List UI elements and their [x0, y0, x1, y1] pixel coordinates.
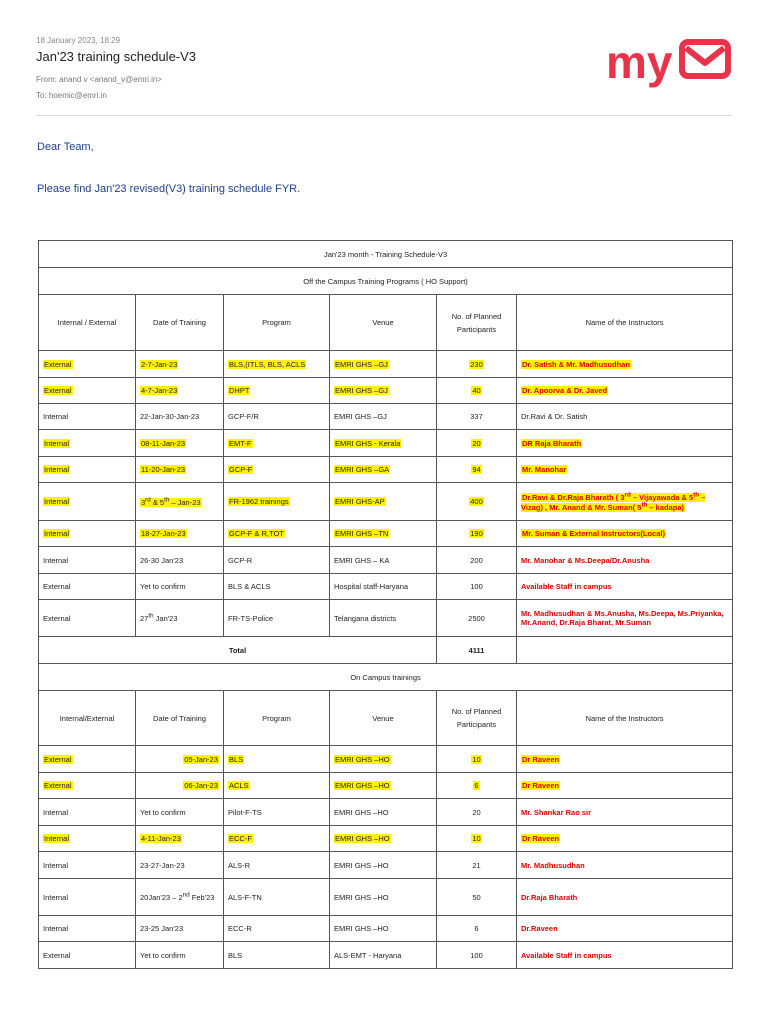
- date-text: [140, 893, 214, 902]
- venue-text: EMRI GHS –HO: [335, 834, 390, 843]
- type-text: External: [44, 359, 72, 369]
- date-text: 23-27-Jan-23: [140, 860, 185, 870]
- participants-cell: [437, 547, 517, 574]
- venue-text: EMRI GHS –GJ: [335, 386, 388, 395]
- section-off-campus-row-text: Off the Campus Training Programs ( HO Support): [303, 276, 468, 286]
- program-text: FR-TS-Police: [228, 613, 274, 623]
- instructors-cell: [517, 378, 733, 404]
- participants-text: 10: [472, 754, 481, 764]
- venue-cell: [330, 942, 437, 969]
- venue-text: EMRI GHS –GJ: [334, 412, 387, 421]
- date-sup: th: [148, 612, 154, 620]
- column-header: Date of Training: [136, 295, 224, 351]
- participants-text: 20: [472, 807, 481, 817]
- program-text: FR-1962 trainings: [229, 497, 289, 506]
- venue-text: EMRI GHS –TN: [335, 529, 389, 538]
- instructors-part: Dr.Ravi & Dr.Raja Bharath ( 3: [522, 492, 625, 502]
- program-text: GCP-F: [229, 465, 253, 474]
- venue-cell: [330, 600, 437, 637]
- instructors-text: Dr Raveen: [522, 781, 560, 790]
- instructors-text: Dr Raveen: [522, 834, 560, 843]
- instructors-cell: [517, 942, 733, 969]
- date-part: 20Jan'23 – 2: [140, 893, 183, 903]
- participants-text: 200: [470, 555, 483, 565]
- date-cell: [136, 457, 224, 483]
- participants-text: 2500: [468, 613, 485, 623]
- instructors-cell: [517, 826, 733, 852]
- type-cell: [39, 916, 136, 942]
- venue-text: EMRI GHS –GA: [335, 465, 390, 474]
- type-cell: [39, 547, 136, 574]
- type-text: Internal: [44, 834, 70, 843]
- table-row: [39, 942, 733, 969]
- type-cell: [39, 852, 136, 879]
- email-subject: Jan'23 training schedule-V3: [36, 49, 197, 64]
- instructors-text: Dr. Satish & Mr. Madhusudhan: [522, 359, 630, 369]
- date-part: 3: [141, 497, 146, 507]
- instructors-cell: [517, 773, 733, 799]
- type-text: Internal: [43, 807, 69, 817]
- table-row: [39, 483, 733, 521]
- instructors-text: Mr. Manohar & Ms.Deepa/Dr.Anusha: [521, 555, 650, 565]
- date-text: [140, 498, 202, 507]
- table-row: [39, 574, 733, 600]
- date-cell: [136, 916, 224, 942]
- date-text: Yet to confirm: [140, 582, 186, 591]
- venue-cell: [330, 457, 437, 483]
- program-text: BLS & ACLS: [228, 582, 271, 591]
- total-value-cell: [437, 637, 517, 664]
- envelope-icon: [682, 42, 728, 76]
- date-text: 2-7-Jan-23: [141, 359, 178, 369]
- date-cell: [136, 574, 224, 600]
- instructors-cell: [517, 457, 733, 483]
- section-on-campus-row: [39, 664, 733, 691]
- instructors-text: Mr. Shankar Rao sir: [521, 807, 592, 817]
- table-row: [39, 773, 733, 799]
- instructors-part: – Vijayawada & 5: [630, 492, 694, 502]
- column-header: Venue: [330, 691, 437, 746]
- participants-text: 20: [472, 438, 481, 448]
- program-text: BLS: [228, 950, 243, 960]
- program-text: ECC-F: [229, 834, 252, 843]
- intro-text: Please find Jan'23 revised(V3) training schedule FYR.: [37, 183, 301, 195]
- venue-cell: [330, 916, 437, 942]
- table-row: [39, 430, 733, 457]
- date-part: & 5: [150, 497, 165, 507]
- training-schedule-table: [38, 240, 733, 969]
- participants-cell: [437, 521, 517, 547]
- instructors-text: DR Raja Bharath: [522, 438, 582, 448]
- venue-text: EMRI GHS-AP: [335, 497, 385, 506]
- table-row: [39, 351, 733, 378]
- participants-cell: [437, 457, 517, 483]
- type-cell: [39, 404, 136, 430]
- participants-cell: [437, 600, 517, 637]
- venue-text: EMRI GHS – KA: [334, 555, 390, 565]
- type-text: External: [43, 613, 71, 623]
- participants-cell: [437, 852, 517, 879]
- type-cell: [39, 773, 136, 799]
- table-row: [39, 799, 733, 826]
- program-cell: [224, 879, 330, 916]
- participants-cell: [437, 826, 517, 852]
- program-cell: [224, 483, 330, 521]
- type-cell: [39, 351, 136, 378]
- type-text: External: [44, 386, 72, 395]
- email-from[interactable]: From: anand v <anand_v@emri.in>: [36, 75, 162, 84]
- participants-cell: [437, 378, 517, 404]
- participants-cell: [437, 942, 517, 969]
- date-text: Yet to confirm: [140, 807, 186, 817]
- instructors-text: Dr. Apoorva & Dr. Javed: [522, 386, 608, 395]
- date-text: 08-11-Jan-23: [141, 438, 186, 448]
- venue-cell: [330, 351, 437, 378]
- venue-cell: [330, 547, 437, 574]
- instructors-cell: [517, 483, 733, 521]
- venue-text: EMRI GHS –HO: [335, 781, 390, 790]
- total-label: Total: [228, 645, 247, 655]
- program-cell: [224, 746, 330, 773]
- program-text: ALS-F-TN: [228, 892, 262, 902]
- venue-text: EMRI GHS - Kerala: [335, 438, 401, 448]
- type-text: Internal: [44, 438, 70, 448]
- instructors-cell: [517, 351, 733, 378]
- instructors-cell: [517, 404, 733, 430]
- column-header: Internal/External: [39, 691, 136, 746]
- instructors-cell: [517, 799, 733, 826]
- table-row: [39, 879, 733, 916]
- table-title-row-text: Jan'23 month - Training Schedule-V3: [323, 249, 448, 259]
- type-text: External: [43, 582, 71, 591]
- date-cell: [136, 404, 224, 430]
- date-text: 26-30 Jan'23: [140, 555, 184, 565]
- instructors-text: Dr.Raja Bharath: [521, 892, 578, 902]
- column-header: Name of the Instructors: [517, 691, 733, 746]
- instructors-text: Available Staff in campus: [521, 582, 612, 591]
- column-header: Venue: [330, 295, 437, 351]
- venue-text: Telangana districts: [334, 613, 397, 623]
- header-row-on-campus: [39, 691, 733, 746]
- date-text: 4-7-Jan-23: [141, 386, 178, 395]
- date-cell: [136, 879, 224, 916]
- program-cell: [224, 378, 330, 404]
- total-label-cell: [39, 637, 437, 664]
- participants-text: 230: [470, 359, 483, 369]
- my-logo: [606, 38, 732, 88]
- type-text: External: [43, 950, 71, 960]
- table-row: [39, 378, 733, 404]
- instructors-text: Mr. Suman & External Instructors(Local): [522, 529, 665, 538]
- participants-text: 94: [472, 465, 481, 474]
- program-text: DHPT: [229, 386, 250, 395]
- type-cell: [39, 799, 136, 826]
- type-cell: [39, 378, 136, 404]
- date-sup: rd: [145, 496, 151, 504]
- type-cell: [39, 430, 136, 457]
- date-part: Feb'23: [189, 893, 215, 903]
- venue-cell: [330, 404, 437, 430]
- table-row: [39, 547, 733, 574]
- venue-cell: [330, 430, 437, 457]
- venue-text: ALS-EMT - Haryana: [334, 950, 402, 960]
- participants-text: 100: [470, 950, 483, 960]
- type-text: Internal: [43, 860, 69, 870]
- type-cell: [39, 879, 136, 916]
- participants-text: 190: [470, 529, 483, 538]
- instructors-text: Dr.Raveen: [521, 924, 558, 933]
- date-text: 18-27-Jan-23: [141, 529, 186, 538]
- participants-cell: [437, 773, 517, 799]
- instructors-text: Dr.Ravi & Dr. Satish: [521, 412, 588, 421]
- column-header: No. of Planned Participants: [437, 691, 517, 746]
- column-header: Internal / External: [39, 295, 136, 351]
- venue-text: EMRI GHS –GJ: [335, 359, 388, 369]
- type-text: External: [44, 754, 72, 764]
- date-cell: [136, 378, 224, 404]
- column-header: No. of Planned Participants: [437, 295, 517, 351]
- program-text: EMT-F: [229, 438, 252, 448]
- program-text: GCP-F & R,TOT: [229, 529, 284, 538]
- participants-text: 400: [470, 497, 483, 506]
- instructors-cell: [517, 521, 733, 547]
- instructors-sup: th: [641, 501, 648, 509]
- participants-text: 21: [472, 860, 481, 870]
- program-cell: [224, 942, 330, 969]
- date-cell: [136, 600, 224, 637]
- table-row: [39, 826, 733, 852]
- date-text: 11-20-Jan-23: [141, 465, 186, 474]
- column-header: Date of Training: [136, 691, 224, 746]
- venue-cell: [330, 574, 437, 600]
- type-cell: [39, 483, 136, 521]
- date-cell: [136, 773, 224, 799]
- date-cell: [136, 852, 224, 879]
- type-cell: [39, 826, 136, 852]
- date-part: Jan'23: [153, 614, 178, 624]
- venue-text: EMRI GHS –HO: [334, 807, 389, 817]
- date-text: 06-Jan-23: [184, 781, 218, 790]
- participants-cell: [437, 574, 517, 600]
- email-date: 18 January 2023, 18:29: [36, 36, 121, 45]
- type-cell: [39, 457, 136, 483]
- participants-text: 10: [472, 834, 481, 843]
- instructors-cell: [517, 916, 733, 942]
- program-cell: [224, 600, 330, 637]
- type-cell: [39, 942, 136, 969]
- participants-cell: [437, 746, 517, 773]
- program-text: GCP-F/R: [228, 412, 259, 421]
- program-text: ACLS: [229, 781, 249, 790]
- type-text: Internal: [43, 412, 69, 421]
- participants-cell: [437, 430, 517, 457]
- column-header: Program: [224, 295, 330, 351]
- greeting-text: Dear Team,: [37, 141, 94, 153]
- type-text: Internal: [43, 924, 69, 933]
- table-title-row-cell: [39, 241, 733, 268]
- date-cell: [136, 942, 224, 969]
- venue-cell: [330, 746, 437, 773]
- table-row: [39, 746, 733, 773]
- participants-cell: [437, 404, 517, 430]
- program-cell: [224, 574, 330, 600]
- instructors-sup: rd: [624, 491, 631, 498]
- venue-text: Hospital staff-Haryana: [334, 582, 409, 591]
- header-divider: [36, 115, 732, 116]
- date-cell: [136, 351, 224, 378]
- venue-text: EMRI GHS –HO: [334, 924, 389, 933]
- section-on-campus-row-text: On Campus trainings: [350, 672, 421, 682]
- instructors-text: Mr. Manohar: [522, 465, 567, 474]
- type-cell: [39, 600, 136, 637]
- instructors-cell: [517, 600, 733, 637]
- table-row: [39, 600, 733, 637]
- participants-text: 6: [474, 781, 479, 790]
- program-cell: [224, 430, 330, 457]
- type-text: Internal: [44, 497, 70, 506]
- program-cell: [224, 547, 330, 574]
- header-row-off-campus: [39, 295, 733, 351]
- program-cell: [224, 404, 330, 430]
- venue-text: EMRI GHS –HO: [334, 892, 389, 902]
- venue-cell: [330, 521, 437, 547]
- program-cell: [224, 773, 330, 799]
- date-cell: [136, 799, 224, 826]
- type-text: Internal: [43, 555, 69, 565]
- program-cell: [224, 852, 330, 879]
- date-cell: [136, 483, 224, 521]
- program-text: BLS,(ITLS, BLS, ACLS: [229, 359, 306, 369]
- program-text: Pilot-F-TS: [228, 807, 262, 817]
- participants-text: 337: [470, 412, 483, 421]
- instructors-cell: [517, 746, 733, 773]
- venue-text: EMRI GHS –HO: [335, 754, 390, 764]
- table-row: [39, 457, 733, 483]
- instructors-text: [521, 493, 705, 513]
- venue-cell: [330, 852, 437, 879]
- instructors-sup: th: [693, 491, 700, 498]
- program-text: GCP-R: [228, 555, 253, 565]
- program-text: BLS: [229, 754, 244, 764]
- logo-text: my: [606, 38, 673, 88]
- date-text: 4-11-Jan-23: [141, 834, 181, 843]
- table-row: [39, 852, 733, 879]
- program-cell: [224, 826, 330, 852]
- section-off-campus-row: [39, 268, 733, 295]
- participants-cell: [437, 916, 517, 942]
- venue-cell: [330, 826, 437, 852]
- date-cell: [136, 826, 224, 852]
- table-title-row: [39, 241, 733, 268]
- participants-cell: [437, 799, 517, 826]
- date-cell: [136, 746, 224, 773]
- program-cell: [224, 799, 330, 826]
- instructors-part: – Vizag) , Mr. Anand & Mr. Suman( 5: [521, 492, 706, 512]
- date-text: [140, 614, 178, 623]
- program-text: ECC-R: [228, 924, 252, 933]
- table-row: [39, 521, 733, 547]
- table-row: [39, 404, 733, 430]
- participants-text: 6: [474, 924, 479, 933]
- instructors-text: Dr Raveen: [522, 754, 560, 764]
- instructors-text: Available Staff in campus: [521, 950, 612, 960]
- date-sup: th: [164, 496, 170, 504]
- program-cell: [224, 916, 330, 942]
- venue-cell: [330, 483, 437, 521]
- program-cell: [224, 351, 330, 378]
- section-off-campus-row-cell: [39, 268, 733, 295]
- program-text: ALS-R: [228, 860, 251, 870]
- total-row: [39, 637, 733, 664]
- email-to[interactable]: To: hoemic@emri.in: [36, 91, 107, 100]
- program-cell: [224, 457, 330, 483]
- date-text: 05-Jan-23: [184, 754, 218, 764]
- participants-cell: [437, 351, 517, 378]
- instructors-text: Mr. Madhusudhan: [521, 860, 585, 870]
- type-text: External: [44, 781, 72, 790]
- type-cell: [39, 746, 136, 773]
- column-header: Name of the Instructors: [517, 295, 733, 351]
- date-sup: nd: [182, 891, 190, 899]
- program-cell: [224, 521, 330, 547]
- type-cell: [39, 521, 136, 547]
- instructors-cell: [517, 852, 733, 879]
- type-text: Internal: [44, 465, 70, 474]
- participants-text: 40: [472, 386, 481, 395]
- venue-cell: [330, 879, 437, 916]
- section-on-campus-row-cell: [39, 664, 733, 691]
- participants-cell: [437, 879, 517, 916]
- venue-cell: [330, 378, 437, 404]
- date-cell: [136, 430, 224, 457]
- participants-text: 50: [472, 892, 481, 902]
- type-text: Internal: [43, 892, 69, 902]
- instructors-text: Mr. Madhusudhan & Ms.Anusha, Ms.Deepa, Ms.Priyanka, Mr.Anand, Dr.Raja Bharat, Mr.Suman: [521, 609, 724, 627]
- type-cell: [39, 574, 136, 600]
- column-header: Program: [224, 691, 330, 746]
- type-text: Internal: [44, 529, 70, 538]
- instructors-cell: [517, 574, 733, 600]
- instructors-cell: [517, 430, 733, 457]
- instructors-part: – kadapa): [647, 503, 685, 512]
- date-text: 22-Jan-30-Jan-23: [140, 412, 200, 421]
- date-part: 27: [140, 614, 149, 624]
- date-cell: [136, 547, 224, 574]
- venue-text: EMRI GHS –HO: [334, 860, 389, 870]
- date-text: Yet to confirm: [140, 950, 186, 960]
- date-part: – Jan-23: [169, 497, 201, 507]
- instructors-cell: [517, 879, 733, 916]
- table-row: [39, 916, 733, 942]
- date-text: 23-25 Jan'23: [140, 924, 184, 933]
- venue-cell: [330, 799, 437, 826]
- total-value: 4111: [468, 645, 485, 655]
- participants-cell: [437, 483, 517, 521]
- venue-cell: [330, 773, 437, 799]
- date-cell: [136, 521, 224, 547]
- total-empty-cell: [517, 637, 733, 664]
- instructors-cell: [517, 547, 733, 574]
- participants-text: 100: [470, 582, 483, 591]
